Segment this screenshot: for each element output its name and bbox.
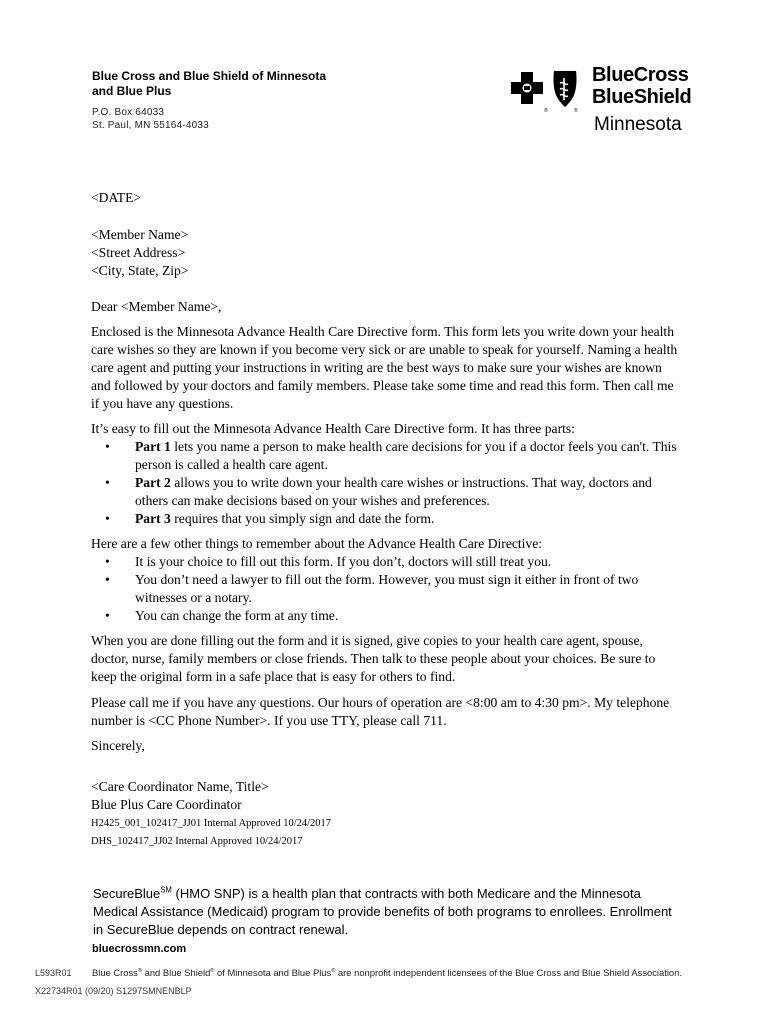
registered-mark: ® xyxy=(137,967,143,974)
other-text: You don’t need a lawyer to fill out the form. However, you must sign it either in front of two witnesses or a notary. xyxy=(135,572,639,605)
part-text: lets you name a person to make health care decisions for you if a doctor feels you can't. This person is called a health care agent. xyxy=(135,439,677,472)
other-list xyxy=(105,553,685,625)
approval-code-2: DHS_102417_JJ02 Internal Approved 10/24/2017 xyxy=(91,836,303,847)
member-city: <City, State, Zip> xyxy=(91,263,189,278)
list-item xyxy=(105,474,685,510)
secureblue-name: SecureBlue xyxy=(93,886,161,901)
bullet-icon: • xyxy=(105,554,110,569)
sender-org-line1: Blue Cross and Blue Shield of Minnesota xyxy=(92,69,327,83)
logo-state: Minnesota xyxy=(594,114,682,135)
list-item xyxy=(105,553,685,571)
part-text: allows you to write down your health care wishes or instructions. That way, doctors and others can make decisions based on your wishes and preferences. xyxy=(135,475,652,508)
secureblue-text: (HMO SNP) is a health plan that contracts with both Medicare and the Minnesota Medical Assistance (Medicaid) program to provide benefits of both programs to enrollees. Enrollment in SecureBlue depends on contract renewal. xyxy=(93,886,672,937)
registered-mark: ® xyxy=(210,967,215,974)
securebluedisclaimer xyxy=(93,885,683,939)
form-code: L593R01 xyxy=(35,968,72,978)
print-code: X22734R01 (09/20) S1297SMNENBLP xyxy=(35,986,192,996)
bullet-icon: • xyxy=(105,572,110,587)
intro-paragraph: Enclosed is the Minnesota Advance Health Care Directive form. This form lets you write down your health care wishes so they are known if you become very sick or are unable to speak for yourself. Naming a health care agent and putting your instructions in writing are the best ways to make sure your wishes are known and followed by your doctors and family members. Please take some time and read this form. Then call me if you have any questions. xyxy=(91,324,678,411)
sender-po-box: P.O. Box 64033 xyxy=(92,107,165,118)
bcbs-logo xyxy=(508,64,708,140)
cross-shield-icon xyxy=(508,68,588,116)
part-text: requires that you simply sign and date the form. xyxy=(170,511,435,526)
list-item xyxy=(105,510,685,528)
part-label: Part 3 xyxy=(135,511,171,526)
closing: Sincerely, xyxy=(91,738,145,753)
bullet-icon: • xyxy=(105,608,110,623)
parts-list xyxy=(105,438,685,528)
legal-part: of Minnesota and Blue Plus xyxy=(214,967,332,978)
salutation: Dear <Member Name>, xyxy=(91,299,222,314)
service-mark: SM xyxy=(160,885,172,895)
call-paragraph: Please call me if you have any questions. Our hours of operation are <8:00 am to 4:30 pm>. My telephone number is <CC Phone Number>. If you use TTY, please call 711. xyxy=(91,695,670,728)
website-url: bluecrossmn.com xyxy=(92,943,187,955)
list-item xyxy=(105,607,685,625)
signer-name: <Care Coordinator Name, Title> xyxy=(91,779,269,794)
member-name: <Member Name> xyxy=(91,227,189,242)
bullet-icon: • xyxy=(105,511,110,526)
parts-intro: It’s easy to fill out the Minnesota Advance Health Care Directive form. It has three parts: xyxy=(91,421,575,436)
bullet-icon: • xyxy=(105,475,110,490)
approval-code-1: H2425_001_102417_JJ01 Internal Approved 10/24/2017 xyxy=(91,818,332,829)
legal-part: and Blue Shield xyxy=(142,967,211,978)
part-label: Part 1 xyxy=(135,439,171,454)
logo-line2: BlueShield xyxy=(592,86,692,108)
sender-address xyxy=(92,106,209,132)
list-item xyxy=(105,438,685,474)
letter-date: <DATE> xyxy=(91,190,142,205)
sender-org-line2: and Blue Plus xyxy=(92,84,172,98)
svg-text:®: ® xyxy=(544,108,548,114)
other-text: You can change the form at any time. xyxy=(135,608,339,623)
done-paragraph: When you are done filling out the form and it is signed, give copies to your health care agent, spouse, doctor, nurse, family members or close friends. Then talk to these people about your choices. Be sure to keep the original form in a safe place that is easy for others to find. xyxy=(91,633,656,684)
logo-line1: BlueCross xyxy=(592,64,689,86)
legal-part: Blue Cross xyxy=(92,967,138,978)
licensee-notice xyxy=(92,967,682,978)
registered-mark: ® xyxy=(331,967,336,974)
part-label: Part 2 xyxy=(135,475,171,490)
member-street: <Street Address> xyxy=(91,245,186,260)
other-intro: Here are a few other things to remember about the Advance Health Care Directive: xyxy=(91,536,543,551)
list-item xyxy=(105,571,685,607)
logo-wordmark xyxy=(592,64,691,108)
sender-city-line: St. Paul, MN 55164-4033 xyxy=(92,120,209,131)
signer-role: Blue Plus Care Coordinator xyxy=(91,797,242,812)
legal-part: are nonprofit independent licensees of the Blue Cross and Blue Shield Association. xyxy=(335,967,682,978)
svg-text:®: ® xyxy=(574,108,578,114)
sender-organization xyxy=(92,69,326,99)
bullet-icon: • xyxy=(105,439,110,454)
other-text: It is your choice to fill out this form. If you don’t, doctors will still treat you. xyxy=(135,554,552,569)
